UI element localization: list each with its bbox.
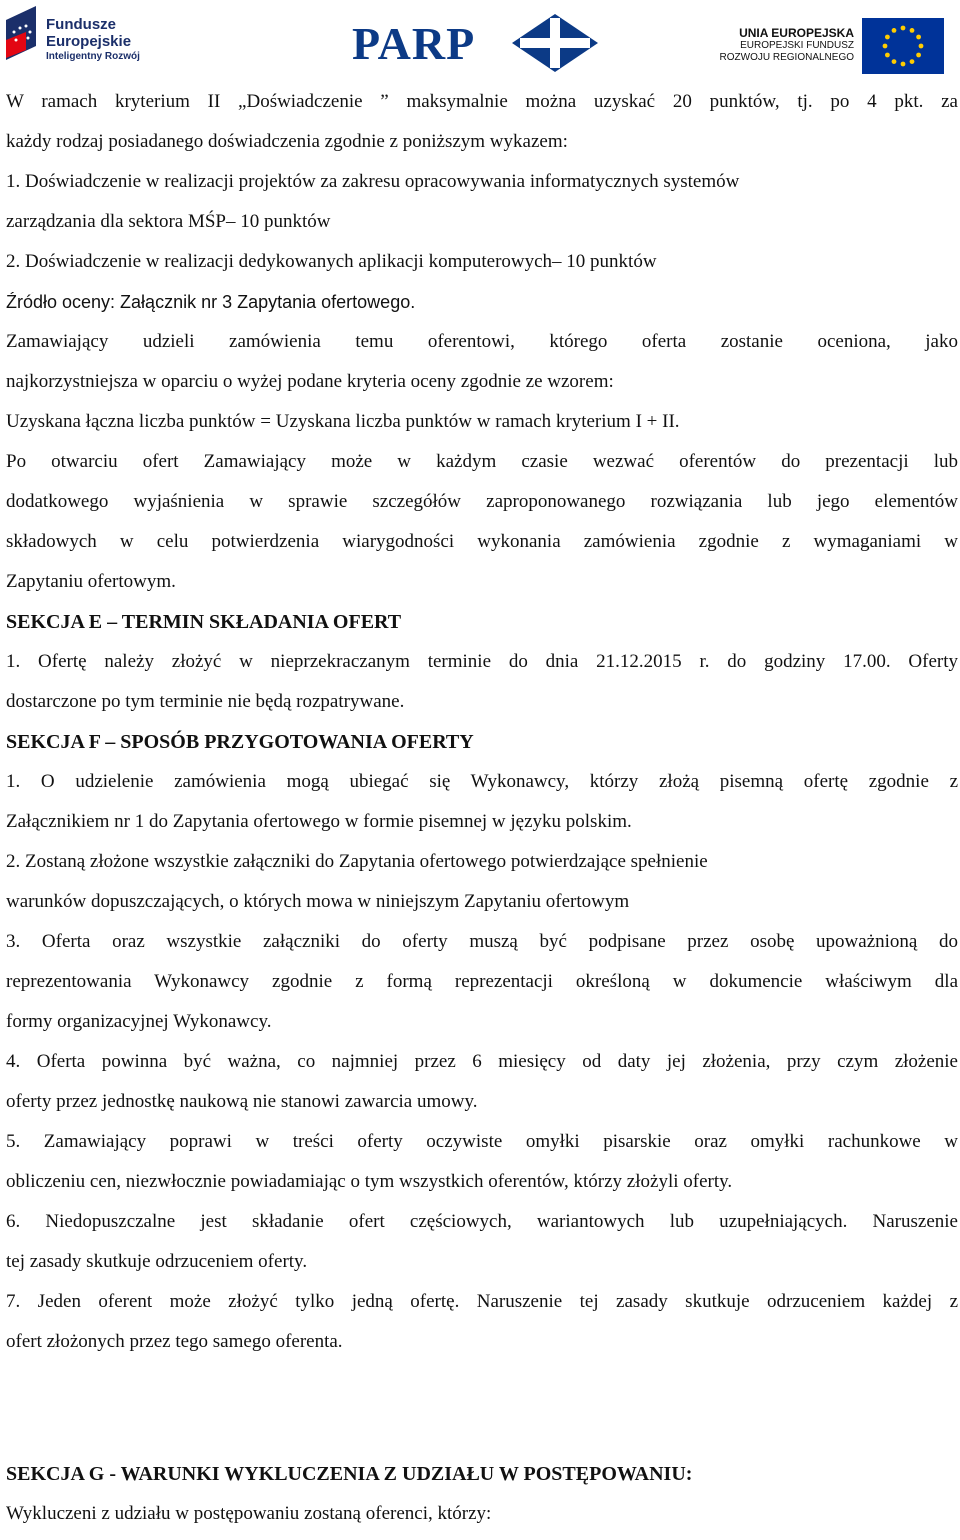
eu-logo xyxy=(712,18,952,78)
body-line: 2. Zostaną złożone wszystkie załączniki do Zapytania ofertowego potwierdzające spełnienie xyxy=(6,851,708,872)
body-line: 1. Ofertę należy złożyć w nieprzekraczanym terminie do dnia 21.12.2015 r. do godziny 17.00. Oferty xyxy=(6,651,958,672)
eu-logo-line-2: EUROPEJSKI FUNDUSZ xyxy=(740,40,854,51)
body-line: Źródło oceny: Załącznik nr 3 Zapytania ofertowego. xyxy=(6,292,416,312)
body-line: tej zasady skutkuje odrzuceniem oferty. xyxy=(6,1251,308,1272)
parp-logo xyxy=(352,14,602,72)
section-heading-e: SEKCJA E – TERMIN SKŁADANIA OFERT xyxy=(6,611,402,633)
fe-logo-line-3: Inteligentny Rozwój xyxy=(46,51,140,62)
body-line: Zapytaniu ofertowym. xyxy=(6,571,176,592)
body-line: 1. Doświadczenie w realizacji projektów za zakresu opracowywania informatycznych systemów xyxy=(6,171,740,192)
body-line: reprezentowania Wykonawcy zgodnie z formą reprezentacji określoną w dokumencie właściwym dla xyxy=(6,971,958,992)
body-line: składowych w celu potwierdzenia wiarygodności wykonania zamówienia zgodnie z wymaganiami w xyxy=(6,531,958,552)
body-line: oferty przez jednostkę naukową nie stanowi zawarcia umowy. xyxy=(6,1091,478,1112)
body-line: każdy rodzaj posiadanego doświadczenia zgodnie z poniższym wykazem: xyxy=(6,131,568,152)
body-line: Załącznikiem nr 1 do Zapytania ofertowego w formie pisemnej w języku polskim. xyxy=(6,811,632,832)
body-line: warunków dopuszczających, o których mowa w niniejszym Zapytaniu ofertowym xyxy=(6,891,630,912)
body-line: Uzyskana łączna liczba punktów = Uzyskana liczba punktów w ramach kryterium I + II. xyxy=(6,411,680,432)
body-line: obliczeniu cen, niezwłocznie powiadamiając o tym wszystkich oferentów, którzy złożyli oferty. xyxy=(6,1171,733,1192)
section-heading-g: SEKCJA G - WARUNKI WYKLUCZENIA Z UDZIAŁU W POSTĘPOWANIU: xyxy=(6,1463,693,1485)
body-line: Po otwarciu ofert Zamawiający może w każdym czasie wezwać oferentów do prezentacji lub xyxy=(6,451,958,472)
eu-logo-line-3: ROZWOJU REGIONALNEGO xyxy=(719,52,854,63)
body-line: 5. Zamawiający poprawi w treści oferty oczywiste omyłki pisarskie oraz omyłki rachunkowe w xyxy=(6,1131,958,1152)
body-line: ofert złożonych przez tego samego oferenta. xyxy=(6,1331,343,1352)
body-line: 2. Doświadczenie w realizacji dedykowanych aplikacji komputerowych– 10 punktów xyxy=(6,251,657,272)
eu-logo-line-1: UNIA EUROPEJSKA xyxy=(739,26,854,40)
body-line: dostarczone po tym terminie nie będą rozpatrywane. xyxy=(6,691,405,712)
body-line: W ramach kryterium II „Doświadczenie ” maksymalnie można uzyskać 20 punktów, tj. po 4 pkt. za xyxy=(6,91,958,112)
fe-logo-line-2: Europejskie xyxy=(46,33,132,50)
parp-mark-icon xyxy=(512,14,598,72)
body-line: dodatkowego wyjaśnienia w sprawie szczegółów zaproponowanego rozwiązania lub jego elementów xyxy=(6,491,958,512)
body-line: 6. Niedopuszczalne jest składanie ofert częściowych, wariantowych lub uzupełniających. Naruszenie xyxy=(6,1211,958,1232)
fundusze-europejskie-flag-icon xyxy=(6,6,42,66)
body-line: 3. Oferta oraz wszystkie załączniki do oferty muszą być podpisane przez osobę upoważnioną do xyxy=(6,931,958,952)
body-line: 1. O udzielenie zamówienia mogą ubiegać się Wykonawcy, którzy złożą pisemną ofertę zgodnie z xyxy=(6,771,958,792)
body-line: 7. Jeden oferent może złożyć tylko jedną ofertę. Naruszenie tej zasady skutkuje odrzuceniem każdej z xyxy=(6,1291,958,1312)
fe-logo-line-1: Fundusze xyxy=(46,16,116,33)
section-heading-f: SEKCJA F – SPOSÓB PRZYGOTOWANIA OFERTY xyxy=(6,731,474,753)
parp-logo-text: PARP xyxy=(352,18,476,69)
body-line: zarządzania dla sektora MŚP– 10 punktów xyxy=(6,211,331,232)
section-spacer xyxy=(6,1368,958,1460)
document-body xyxy=(6,88,958,1540)
body-line: 4. Oferta powinna być ważna, co najmniej przez 6 miesięcy od daty jej złożenia, przy czym złożenie xyxy=(6,1051,958,1072)
body-line: formy organizacyjnej Wykonawcy. xyxy=(6,1011,272,1032)
fundusze-europejskie-logo xyxy=(6,6,142,74)
body-line: najkorzystniejsza w oparciu o wyżej podane kryteria oceny zgodnie ze wzorem: xyxy=(6,371,614,392)
eu-flag-icon xyxy=(862,18,944,74)
body-line: Wykluczeni z udziału w postępowaniu zostaną oferenci, którzy: xyxy=(6,1503,492,1524)
body-line: Zamawiający udzieli zamówienia temu oferentowi, którego oferta zostanie oceniona, jako xyxy=(6,331,958,352)
page-header xyxy=(0,0,960,84)
